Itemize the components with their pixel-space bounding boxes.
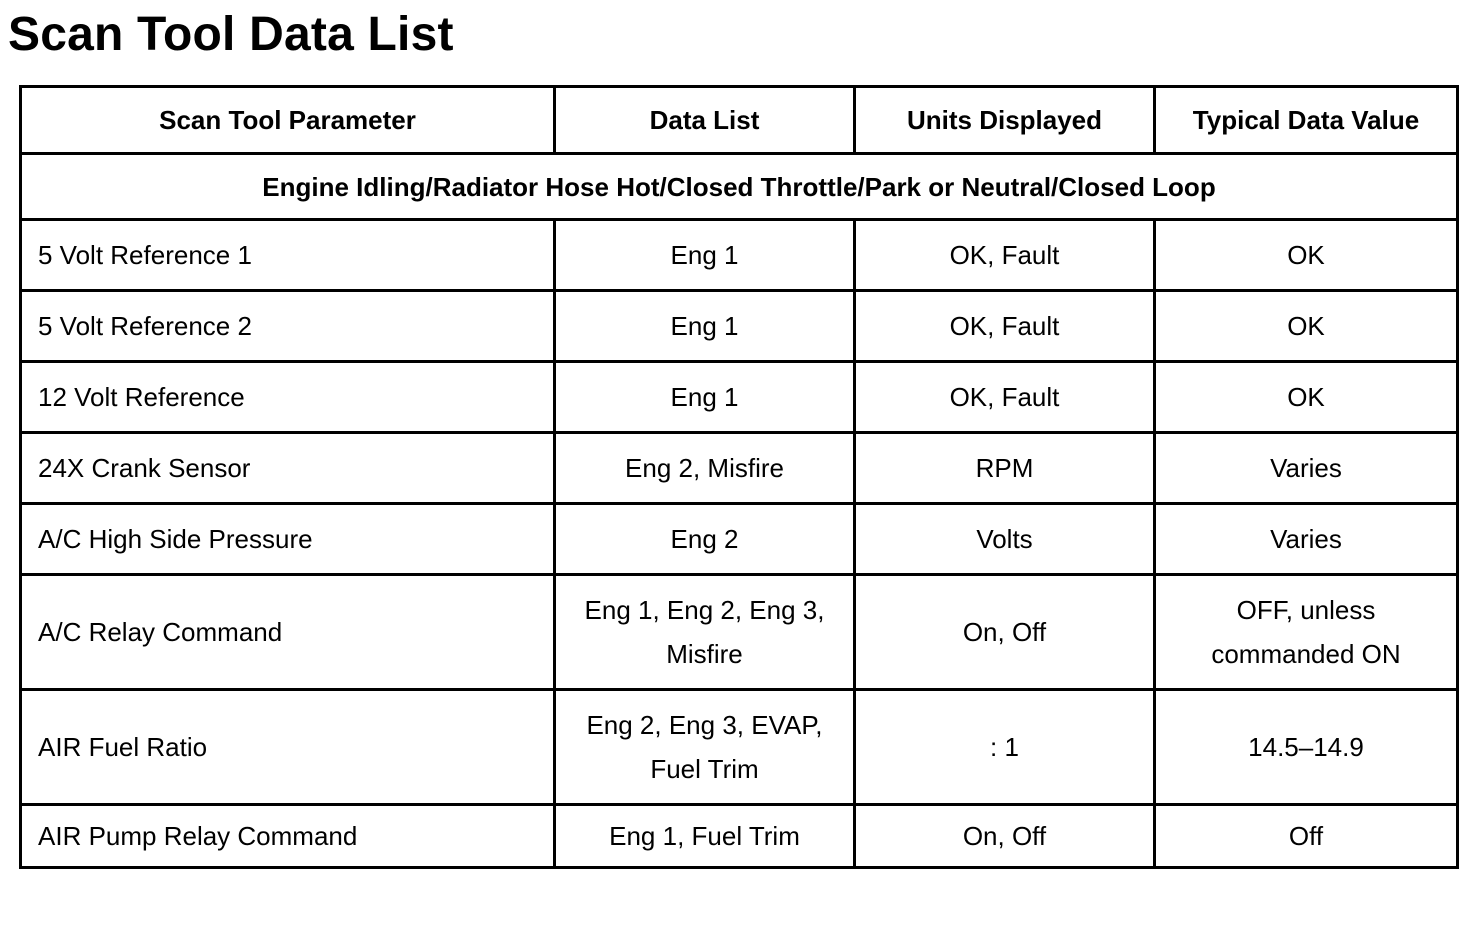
section-condition: Engine Idling/Radiator Hose Hot/Closed Throttle/Park or Neutral/Closed Loop (21, 154, 1458, 220)
parameter-cell: 5 Volt Reference 1 (21, 220, 555, 291)
units-cell: : 1 (855, 690, 1155, 805)
units-cell: OK, Fault (855, 291, 1155, 362)
parameter-cell: A/C Relay Command (21, 575, 555, 690)
typical-value-cell: Off (1155, 805, 1458, 868)
units-cell: Volts (855, 504, 1155, 575)
parameter-cell: A/C High Side Pressure (21, 504, 555, 575)
header-data-list: Data List (555, 87, 855, 154)
typical-value-cell: OFF, unless commanded ON (1155, 575, 1458, 690)
data-list-cell: Eng 2, Eng 3, EVAP, Fuel Trim (555, 690, 855, 805)
parameter-cell: 24X Crank Sensor (21, 433, 555, 504)
scan-tool-data-table (19, 85, 1459, 869)
header-units-displayed: Units Displayed (855, 87, 1155, 154)
parameter-cell: AIR Pump Relay Command (21, 805, 555, 868)
table-row (21, 433, 1458, 504)
parameter-cell: 12 Volt Reference (21, 362, 555, 433)
table-row (21, 362, 1458, 433)
page-title: Scan Tool Data List (8, 8, 454, 61)
table-row (21, 690, 1458, 805)
data-list-cell: Eng 2, Misfire (555, 433, 855, 504)
header-typical-data-value: Typical Data Value (1155, 87, 1458, 154)
table-row (21, 805, 1458, 868)
units-cell: RPM (855, 433, 1155, 504)
typical-value-cell: OK (1155, 220, 1458, 291)
data-list-cell: Eng 1 (555, 362, 855, 433)
typical-value-cell: Varies (1155, 504, 1458, 575)
typical-value-cell: Varies (1155, 433, 1458, 504)
table-header-row (21, 87, 1458, 154)
units-cell: OK, Fault (855, 362, 1155, 433)
typical-value-cell: 14.5–14.9 (1155, 690, 1458, 805)
units-cell: On, Off (855, 805, 1155, 868)
parameter-cell: 5 Volt Reference 2 (21, 291, 555, 362)
units-cell: OK, Fault (855, 220, 1155, 291)
units-cell: On, Off (855, 575, 1155, 690)
section-row (21, 154, 1458, 220)
table-row (21, 575, 1458, 690)
table-row (21, 291, 1458, 362)
header-scan-tool-parameter: Scan Tool Parameter (21, 87, 555, 154)
data-list-cell: Eng 1, Eng 2, Eng 3, Misfire (555, 575, 855, 690)
data-list-cell: Eng 1 (555, 220, 855, 291)
data-list-cell: Eng 1, Fuel Trim (555, 805, 855, 868)
table-row (21, 504, 1458, 575)
typical-value-cell: OK (1155, 291, 1458, 362)
data-list-cell: Eng 1 (555, 291, 855, 362)
data-list-cell: Eng 2 (555, 504, 855, 575)
table-row (21, 220, 1458, 291)
typical-value-cell: OK (1155, 362, 1458, 433)
parameter-cell: AIR Fuel Ratio (21, 690, 555, 805)
